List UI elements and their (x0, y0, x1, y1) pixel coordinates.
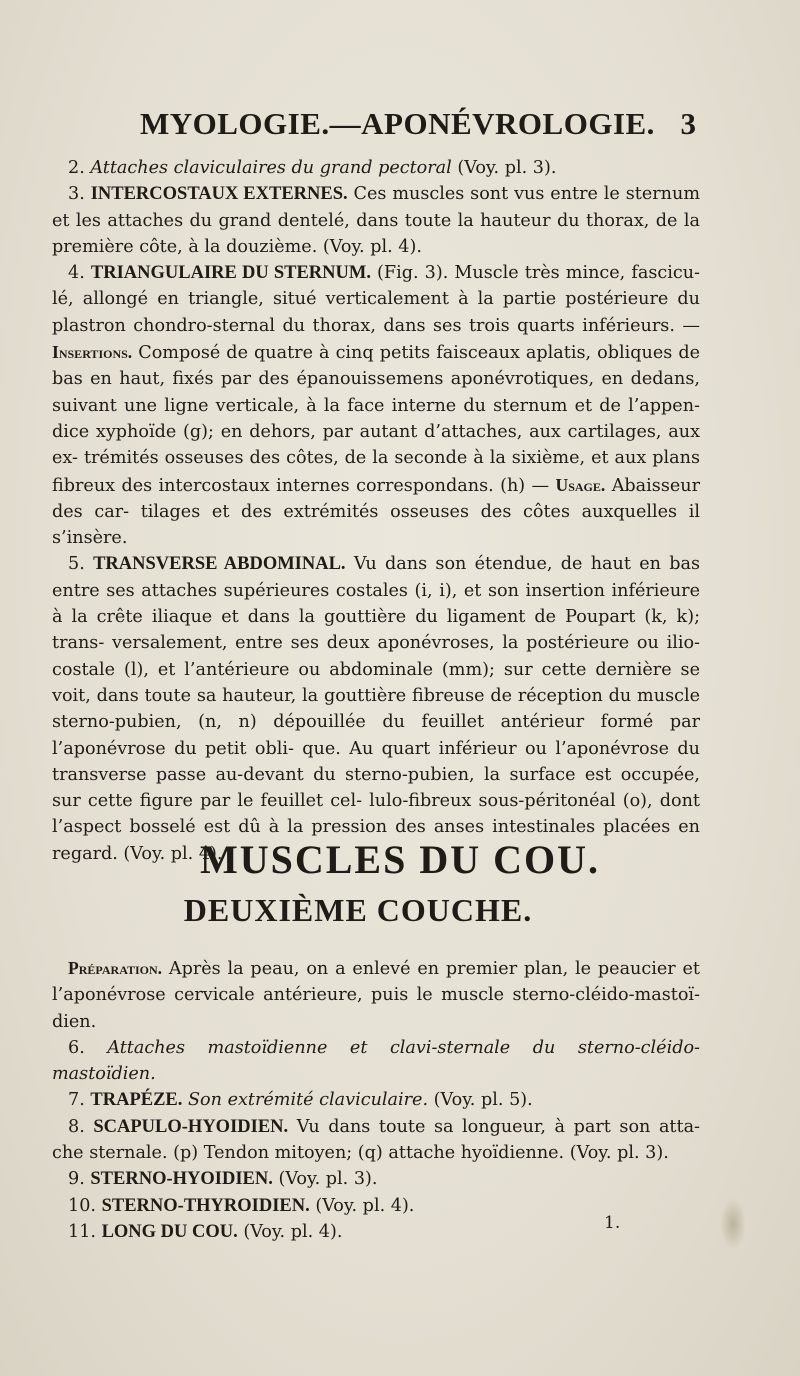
entry-title: INTERCOSTAUX EXTERNES. (90, 184, 348, 205)
section-subtitle: DEUXIÈME COUCHE. (183, 892, 533, 928)
entry-number: 2. (68, 158, 85, 178)
entry-text: (Voy. pl. 3). (451, 158, 557, 178)
entry-italic: Attaches claviculaires du grand pectoral (90, 158, 452, 178)
entry-number: 10. (68, 1195, 96, 1216)
entry-number: 11. (68, 1221, 96, 1242)
preparation-text: Après la peau, on a enlevé en premier plan, le peaucier et l’aponévrose cervicale antérieure, puis le muscle sterno-cléido-mastoï- dien. (52, 959, 700, 1032)
preparation-label: Préparation. (68, 958, 163, 978)
entry-number: 5. (68, 554, 85, 575)
entry-7 (52, 1087, 700, 1113)
entry-2 (52, 155, 700, 181)
entry-number: 4. (68, 263, 85, 284)
entry-8 (52, 1114, 700, 1167)
entry-text: Composé de quatre à cinq petits faisceaux aplatis, obliques de bas en haut, fixés par des épanouissemens aponévrotiques, en dedans, suivant une ligne verticale, à la face interne du sternum et de l’appen- dice xyphoïde (g); en dehors, par autant d’attaches, aux cartilages, aux ex- trémités osseuses des côtes, de la seconde à la sixième, et aux plans fibreux des intercostaux internes correspondans. (h) — (52, 343, 700, 496)
entry-6 (52, 1035, 700, 1088)
entry-text: (Voy. pl. 4). (309, 1195, 415, 1216)
entry-number: 3. (68, 184, 85, 205)
entry-label-usage: Usage. (555, 474, 606, 495)
entry-title: TRAPÉZE. (90, 1090, 183, 1111)
page-header (140, 106, 700, 150)
entry-text: Vu dans son étendue, de haut en bas entre ses attaches supérieures costales (i, i), et son insertion inférieure à la crête iliaque et dans la gouttière du ligament de Poupart (k, k); trans- versalement, entre ses deux aponévroses, la postérieure ou ilio-costale (l), et l’antérieure ou abdominale (mm); sur cette dernière se voit, dans toute sa hauteur, la gouttière fibreuse de réception du muscle sterno-pubien, (n, n) dépouillée du feuillet antérieur formé par l’aponévrose du petit obli- que. Au quart inférieur ou l’aponévrose du transverse passe au-devant du sterno-pubien, la surface est occupée, sur cette figure par le feuillet cel- lulo-fibreux sous-péritonéal (o), dont l’aspect bosselé est dû à la pression des anses intestinales placées en regard. (Voy. pl. 4). (52, 554, 700, 864)
entry-number: 9. (68, 1169, 85, 1190)
entry-text: (Fig. 3). Muscle très mince, fascicu- lé, allongé en triangle, situé verticalement à la partie postérieure du plastron chondro-sternal du thorax, dans ses trois quarts inférieurs. — (52, 263, 700, 336)
entry-number: 6. (68, 1037, 85, 1058)
entry-title: LONG DU COU. (101, 1221, 238, 1242)
entry-title: STERNO-HYOIDIEN. (90, 1169, 273, 1190)
page-number: 3 (680, 106, 696, 141)
entry-title: TRIANGULAIRE DU STERNUM. (90, 263, 371, 284)
preparation-paragraph (52, 955, 700, 1035)
entry-11 (52, 1219, 700, 1245)
entry-title: SCAPULO-HYOIDIEN. (93, 1116, 289, 1137)
entry-number: 8. (68, 1116, 85, 1137)
entry-title: TRANSVERSE ABDOMINAL. (93, 554, 346, 575)
entry-text: (Voy. pl. 4). (237, 1221, 343, 1242)
entry-9 (52, 1166, 700, 1192)
running-head: MYOLOGIE.—APONÉVROLOGIE. (140, 106, 655, 141)
entry-italic: Attaches mastoïdienne et clavi-sternale du sterno-cléido-mastoïdien. (52, 1037, 700, 1085)
entry-text: (Voy. pl. 3). (272, 1169, 378, 1190)
signature-mark: 1. (604, 1213, 621, 1233)
entry-text: Vu dans toute sa longueur, à part son atta- che sternale. (p) Tendon mitoyen; (q) attache hyoïdienne. (Voy. pl. 3). (52, 1116, 701, 1164)
body-text-bottom (52, 955, 700, 1245)
paper-stain (720, 1198, 746, 1250)
entry-4 (52, 260, 700, 551)
entry-italic: Son extrémité claviculaire. (188, 1090, 429, 1111)
body-text-top (52, 155, 700, 867)
entry-10 (52, 1193, 700, 1219)
entry-title: STERNO-THYROIDIEN. (101, 1195, 310, 1216)
entry-3 (52, 181, 700, 260)
entry-number: 7. (68, 1090, 85, 1111)
entry-text: Ces muscles sont vus entre le sternum et les attaches du grand dentelé, dans toute la hauteur du thorax, de la première côte, à la douzième. (Voy. pl. 4). (52, 184, 700, 257)
entry-label-insertions: Insertions. (52, 342, 133, 363)
section-title: MUSCLES DU COU. (199, 837, 601, 882)
entry-text: (Voy. pl. 5). (428, 1090, 533, 1111)
entry-text: Abaisseur des car- tilages et des extrémités osseuses des côtes auxquelles il s’insère. (52, 475, 700, 549)
entry-5 (52, 551, 700, 867)
